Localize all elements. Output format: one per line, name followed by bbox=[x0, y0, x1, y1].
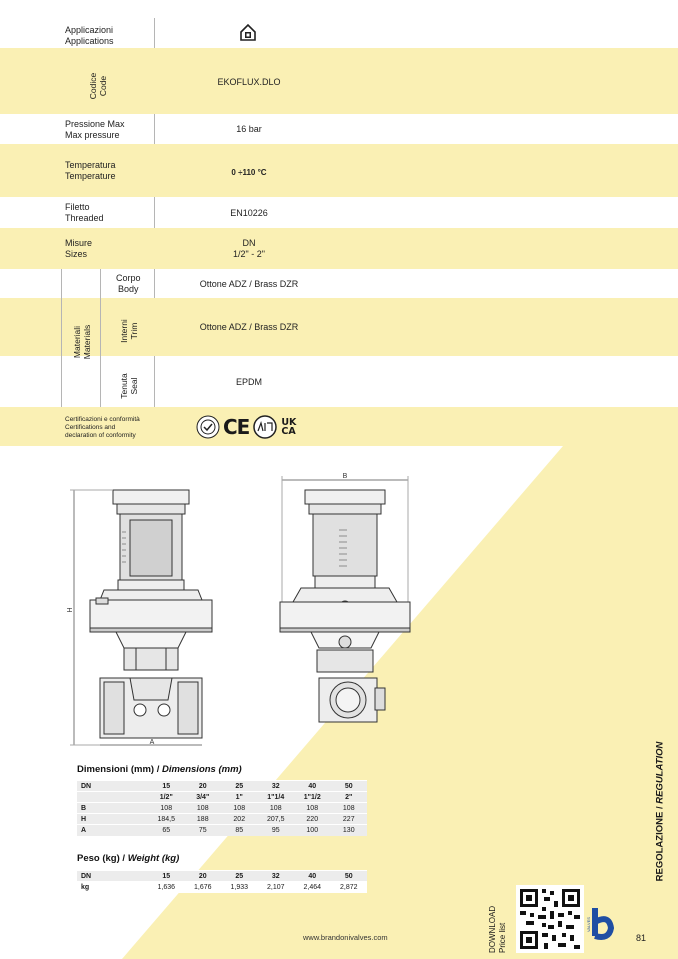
body-value: Ottone ADZ / Brass DZR bbox=[199, 279, 299, 289]
row-material-body bbox=[0, 269, 678, 298]
materials-label bbox=[72, 312, 92, 372]
dim-label-a: A bbox=[149, 739, 155, 746]
temperature-label-en: Temperature bbox=[65, 171, 116, 181]
seal-label-it: Tenuta bbox=[119, 373, 129, 399]
thread-label-it: Filetto bbox=[65, 202, 90, 212]
dim-label-b: B bbox=[342, 473, 348, 480]
table-row: H 184,5 188 202 207,5 220 227 bbox=[77, 814, 367, 825]
thread-value: EN10226 bbox=[230, 208, 268, 218]
table-row: B 108 108 108 108 108 108 bbox=[77, 803, 367, 814]
quality-seal-icon bbox=[196, 415, 220, 439]
code-label-it: Codice bbox=[88, 72, 98, 100]
certification-marks bbox=[196, 415, 296, 439]
valve-side-view-drawing bbox=[275, 472, 415, 732]
row-certifications bbox=[0, 407, 678, 446]
materials-label-it: Materiali bbox=[72, 325, 82, 359]
weight-title: Peso (kg) / Weight (kg) bbox=[77, 853, 180, 864]
dimensions-title: Dimensioni (mm) / Dimensions (mm) bbox=[77, 764, 242, 775]
code-value: EKOFLUX.DLO bbox=[217, 77, 281, 87]
sizes-label-it: Misure bbox=[65, 238, 93, 248]
pressure-value: 16 bar bbox=[236, 124, 262, 134]
row-applications bbox=[0, 18, 678, 48]
row-thread bbox=[0, 197, 678, 228]
brandoni-logo bbox=[587, 906, 617, 942]
ce-mark: CE bbox=[223, 415, 250, 439]
temperature-value: 0 ÷110 °C bbox=[231, 168, 267, 177]
section-side-title: REGOLAZIONE / REGULATION bbox=[654, 741, 666, 882]
table-row: kg 1,636 1,676 1,933 2,107 2,464 2,872 bbox=[77, 882, 367, 893]
acs-seal-icon bbox=[252, 415, 278, 439]
row-code bbox=[0, 48, 678, 114]
row-temperature bbox=[0, 144, 678, 197]
logo-text: VALVES bbox=[586, 917, 591, 932]
valve-front-view-drawing bbox=[60, 470, 220, 760]
cert-label-line1: Certificazioni e conformità bbox=[65, 416, 140, 423]
sizes-value-range: 1/2" - 2" bbox=[233, 249, 265, 259]
weight-table bbox=[77, 870, 367, 893]
thread-label-en: Threaded bbox=[65, 213, 104, 223]
ukca-mark: UK CA bbox=[281, 417, 297, 437]
body-label-it: Corpo bbox=[116, 273, 141, 283]
applications-label-it: Applicazioni bbox=[65, 25, 114, 35]
seal-label bbox=[119, 366, 139, 406]
download-label: DOWNLOAD Price list bbox=[488, 905, 507, 953]
trim-label bbox=[119, 311, 139, 351]
pressure-label-en: Max pressure bbox=[65, 130, 120, 140]
materials-label-en: Materials bbox=[82, 324, 92, 360]
qr-code-icon[interactable] bbox=[516, 885, 584, 953]
cert-label-line3: declaration of conformity bbox=[65, 432, 136, 439]
body-label-en: Body bbox=[118, 284, 139, 294]
cert-label-line2: Certifications and bbox=[65, 424, 116, 431]
pressure-label-it: Pressione Max bbox=[65, 119, 125, 129]
house-icon bbox=[239, 23, 257, 41]
sizes-label-en: Sizes bbox=[65, 249, 88, 259]
table-row: DN 15 20 25 32 40 50 bbox=[77, 781, 367, 792]
row-material-seal bbox=[0, 356, 678, 407]
trim-label-it: Interni bbox=[119, 319, 129, 343]
temperature-label-it: Temperatura bbox=[65, 160, 116, 170]
dimensions-table bbox=[77, 780, 367, 836]
row-sizes bbox=[0, 228, 678, 269]
seal-label-en: Seal bbox=[129, 377, 139, 395]
sizes-value-dn: DN bbox=[242, 238, 256, 248]
table-row: A 65 75 85 95 100 130 bbox=[77, 825, 367, 836]
page-number: 81 bbox=[636, 933, 647, 943]
row-pressure bbox=[0, 114, 678, 144]
row-material-trim bbox=[0, 298, 678, 356]
trim-label-en: Trim bbox=[129, 322, 139, 340]
applications-label-en: Applications bbox=[65, 36, 114, 46]
dim-label-h: H bbox=[67, 607, 74, 613]
table-row: 1/2" 3/4" 1" 1"1/4 1"1/2 2" bbox=[77, 792, 367, 803]
trim-value: Ottone ADZ / Brass DZR bbox=[199, 322, 299, 332]
footer-website-link[interactable]: www.brandonivalves.com bbox=[303, 933, 388, 942]
seal-value: EPDM bbox=[235, 377, 262, 387]
table-row: DN 15 20 25 32 40 50 bbox=[77, 871, 367, 882]
code-label-en: Code bbox=[98, 75, 108, 97]
